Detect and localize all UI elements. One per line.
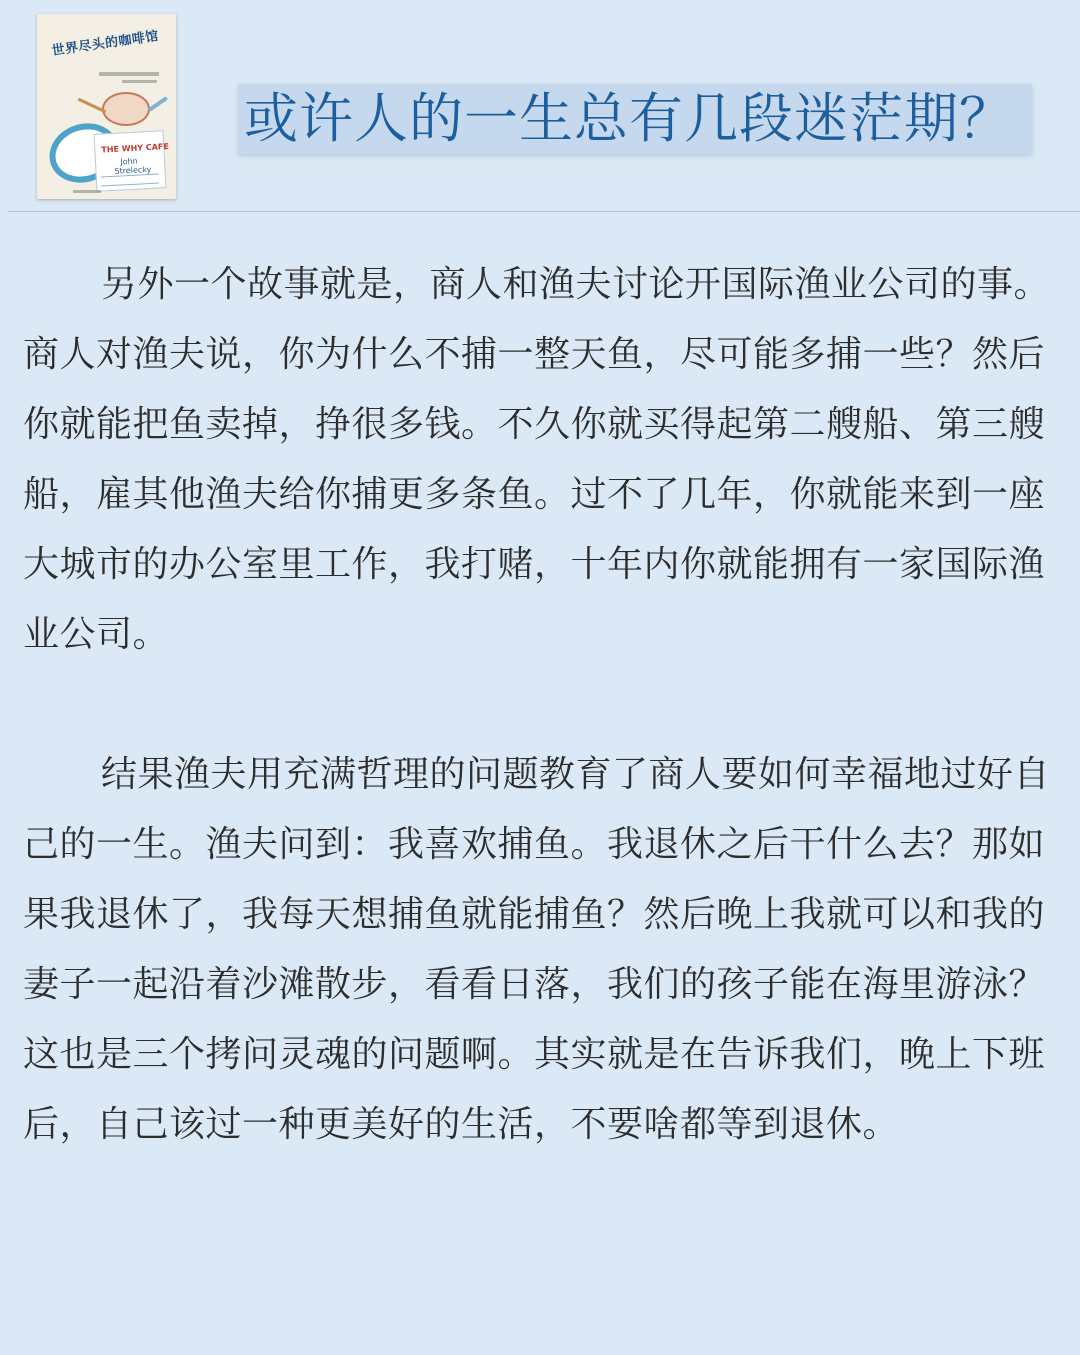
newspaper-lines: [101, 174, 159, 187]
publisher-mark: [73, 190, 101, 193]
paragraph: 另外一个故事就是，商人和渔夫讨论开国际渔业公司的事。商人对渔夫说，你为什么不捕一整天鱼，尽可能多捕一些？然后你就能把鱼卖掉，挣很多钱。不久你就买得起第二艘船、第三艘船，雇其他渔夫给你捕更多条鱼。过不了几年，你就能来到一座大城市的办公室里工作，我打赌，十年内你就能拥有一家国际渔业公司。: [23, 264, 1051, 655]
header-divider: [8, 211, 1080, 212]
coffee-cup-icon: [102, 92, 150, 126]
spoon-icon: [148, 96, 168, 112]
book-cover-author: John Strelecky: [114, 156, 152, 176]
book-cover-image: [37, 14, 176, 199]
article-body: [23, 250, 1053, 1160]
header: [0, 0, 1080, 212]
title-banner: [238, 84, 1032, 154]
paragraph: 结果渔夫用充满哲理的问题教育了商人要如何幸福地过好自己的一生。渔夫问到：我喜欢捕鱼。我退休之后干什么去？那如果我退休了，我每天想捕鱼就能捕鱼？然后晚上我就可以和我的妻子一起沿着沙滩散步，看看日落，我们的孩子能在海里游泳？这也是三个拷问灵魂的问题啊。其实就是在告诉我们，晚上下班后，自己该过一种更美好的生活，不要啥都等到退休。: [23, 754, 1051, 1145]
newspaper-illustration: [94, 130, 170, 192]
book-cover-title: 世界尽头的咖啡馆: [50, 29, 160, 59]
cover-decoration: [99, 72, 159, 76]
paragraph-spacer: [23, 670, 1053, 740]
page-title: 或许人的一生总有几段迷茫期？: [244, 87, 1014, 150]
cover-decoration: [122, 80, 157, 83]
book-cover-english-title: THE WHY CAFE: [101, 141, 170, 155]
